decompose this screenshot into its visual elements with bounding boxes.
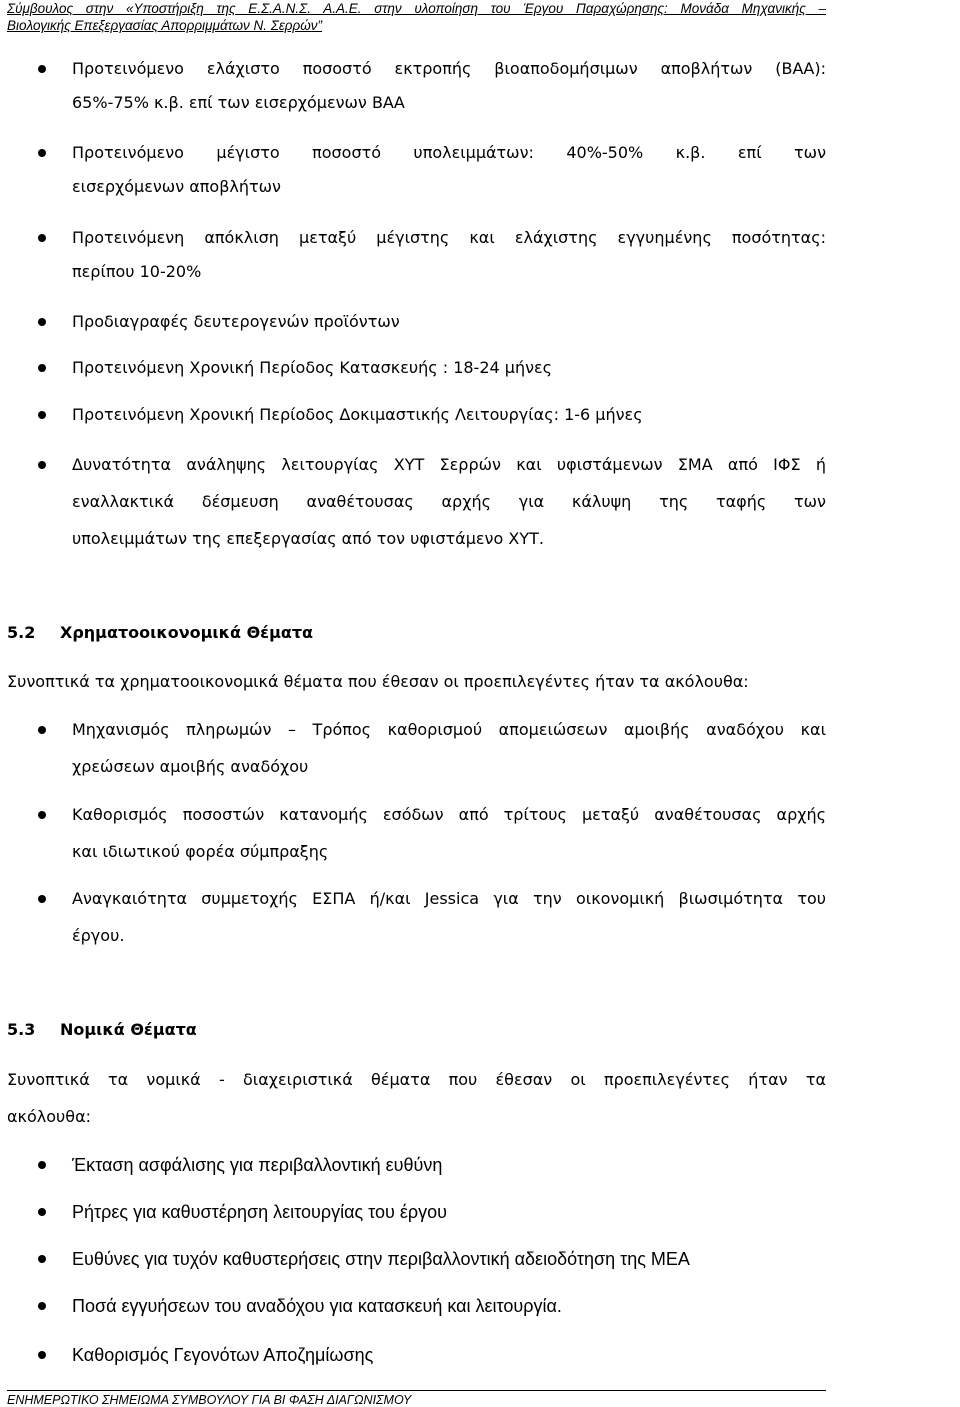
header-line: Βιολογικής Επεξεργασίας Απορριμμάτων Ν. Σερρών” bbox=[7, 18, 323, 33]
list-item-line: εναλλακτικά δέσμευση αναθέτουσας αρχής για κάλυψη της ταφής των bbox=[72, 492, 826, 511]
list-item bbox=[72, 351, 826, 385]
list-item-line: Προτεινόμενο ελάχιστο ποσοστό εκτροπής βιοαποδομήσιμων αποβλήτων (ΒΑΑ): bbox=[72, 59, 826, 78]
list-item-line: Ευθύνες για τυχόν καθυστερήσεις στην περιβαλλοντική αδειοδότηση της ΜΕΑ bbox=[72, 1249, 690, 1269]
bullet-icon bbox=[38, 364, 46, 372]
list-item-line: χρεώσεων αμοιβής αναδόχου bbox=[72, 757, 309, 776]
list-item-line: Προδιαγραφές δευτερογενών προϊόντων bbox=[72, 312, 400, 331]
bullet-icon bbox=[38, 411, 46, 419]
list-item-line: εισερχόμενων αποβλήτων bbox=[72, 177, 281, 196]
list-item-line: Μηχανισμός πληρωμών – Τρόπος καθορισμού απομειώσεων αμοιβής αναδόχου και bbox=[72, 720, 826, 739]
bullet-icon bbox=[38, 65, 46, 73]
paragraph-line: Συνοπτικά τα χρηματοοικονομικά θέματα που έθεσαν οι προεπιλεγέντες ήταν τα ακόλουθα: bbox=[7, 672, 749, 691]
list-item-line: Ποσά εγγυήσεων του αναδόχου για κατασκευή και λειτουργία. bbox=[72, 1296, 562, 1316]
list-item bbox=[72, 52, 826, 120]
list-item-line: έργου. bbox=[72, 926, 125, 945]
list-item-line: υπολειμμάτων της επεξεργασίας από τον υφιστάμενο ΧΥΤ. bbox=[72, 529, 544, 548]
list-item bbox=[72, 221, 826, 289]
list-item bbox=[72, 711, 826, 785]
section-number: 5.3 bbox=[7, 1020, 36, 1039]
list-item-line: Έκταση ασφάλισης για περιβαλλοντική ευθύνη bbox=[72, 1155, 443, 1175]
bullet-icon bbox=[38, 1255, 46, 1263]
section-title: Νομικά Θέματα bbox=[60, 1020, 197, 1039]
list-item-line: Προτεινόμενη Χρονική Περίοδος Δοκιμαστικής Λειτουργίας: 1-6 μήνες bbox=[72, 405, 643, 424]
list-item-line: Προτεινόμενη απόκλιση μεταξύ μέγιστης και ελάχιστης εγγυημένης ποσότητας: bbox=[72, 228, 826, 247]
list-item-line: Δυνατότητα ανάληψης λειτουργίας ΧΥΤ Σερρών και υφιστάμενων ΣΜΑ από ΙΦΣ ή bbox=[72, 455, 826, 474]
bullet-icon bbox=[38, 461, 46, 469]
paragraph bbox=[7, 667, 826, 697]
section-number: 5.2 bbox=[7, 623, 36, 642]
list-item-line: περίπου 10-20% bbox=[72, 262, 202, 281]
paragraph bbox=[7, 1061, 826, 1135]
bullet-icon bbox=[38, 1208, 46, 1216]
section-heading bbox=[7, 1015, 197, 1045]
bullet-icon bbox=[38, 149, 46, 157]
footer-rule bbox=[7, 1390, 826, 1391]
bullet-icon bbox=[38, 1161, 46, 1169]
list-item bbox=[72, 446, 826, 557]
list-item bbox=[72, 398, 826, 432]
section-title: Χρηματοοικονομικά Θέματα bbox=[60, 623, 314, 642]
list-item bbox=[72, 880, 826, 954]
list-item bbox=[72, 796, 826, 870]
header-line: Σύμβουλος στην «Υποστήριξη της Ε.Σ.Α.Ν.Σ. Α.Α.Ε. στην υλοποίηση του Έργου Παραχώρησης: Μονάδα Μηχανικής – bbox=[7, 1, 826, 16]
list-item-line: Ρήτρες για καθυστέρηση λειτουργίας του έργου bbox=[72, 1202, 448, 1222]
footer-text: ΕΝΗΜΕΡΩΤΙΚΟ ΣΗΜΕΙΩΜΑ ΣΥΜΒΟΥΛΟΥ ΓΙΑ ΒΙ ΦΑΣΗ ΔΙΑΓΩΝΙΣΜΟΥ bbox=[7, 1393, 412, 1407]
bullet-icon bbox=[38, 1302, 46, 1310]
list-item-line: 65%-75% κ.β. επί των εισερχόμενων ΒΑΑ bbox=[72, 93, 405, 112]
list-item bbox=[72, 305, 826, 339]
list-item bbox=[72, 1150, 826, 1180]
list-item-line: Αναγκαιότητα συμμετοχής ΕΣΠΑ ή/και Jessica για την οικονομική βιωσιμότητα του bbox=[72, 889, 826, 908]
page-header bbox=[7, 0, 826, 34]
section-heading bbox=[7, 618, 313, 648]
list-item-line: Καθορισμός ποσοστών κατανομής εσόδων από τρίτους μεταξύ αναθέτουσας αρχής bbox=[72, 805, 826, 824]
list-item bbox=[72, 1197, 826, 1227]
bullet-icon bbox=[38, 811, 46, 819]
list-item-line: Προτεινόμενη Χρονική Περίοδος Κατασκευής : 18-24 μήνες bbox=[72, 358, 553, 377]
bullet-icon bbox=[38, 895, 46, 903]
bullet-icon bbox=[38, 1351, 46, 1359]
paragraph-line: ακόλουθα: bbox=[7, 1107, 92, 1126]
list-item bbox=[72, 1340, 826, 1370]
paragraph-line: Συνοπτικά τα νομικά - διαχειριστικά θέματα που έθεσαν οι προεπιλεγέντες ήταν τα bbox=[7, 1070, 826, 1089]
list-item bbox=[72, 136, 826, 204]
list-item bbox=[72, 1291, 826, 1321]
list-item bbox=[72, 1244, 826, 1274]
list-item-line: Καθορισμός Γεγονότων Αποζημίωσης bbox=[72, 1345, 374, 1365]
list-item-line: και ιδιωτικού φορέα σύμπραξης bbox=[72, 842, 329, 861]
list-item-line: Προτεινόμενο μέγιστο ποσοστό υπολειμμάτων: 40%-50% κ.β. επί των bbox=[72, 143, 826, 162]
bullet-icon bbox=[38, 726, 46, 734]
bullet-icon bbox=[38, 318, 46, 326]
bullet-icon bbox=[38, 234, 46, 242]
